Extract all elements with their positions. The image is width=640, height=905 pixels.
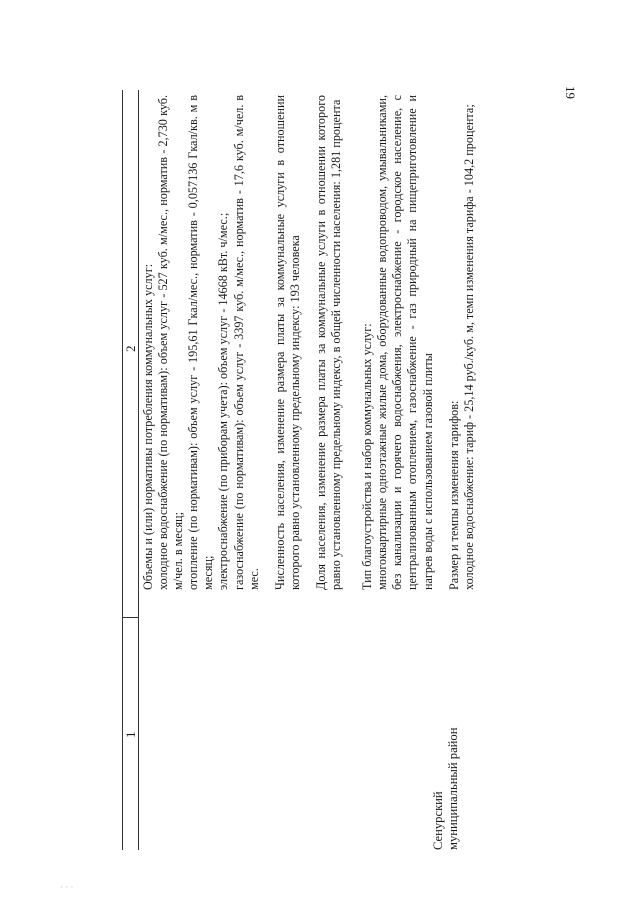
column-divider — [122, 617, 138, 618]
scan-specks: · · · — [60, 882, 74, 892]
rotated-table — [108, 70, 593, 850]
heating-volumes: отопление (по нормативам): объем услуг - 195,61 Гкал/мес., норматив - 0,057136 Гкал/кв. м в месяц; — [186, 95, 216, 590]
cold-water-volumes: холодное водоснабжение (по нормативам): объем услуг - 527 куб. м/мес., норматив - 2,730 куб. м/чел. в месяц; — [156, 95, 186, 590]
electricity-volumes: электроснабжение (по приборам учета): объем услуг - 14668 кВт. ч/мес.; — [216, 212, 231, 590]
column-header-1: 1 — [123, 731, 138, 738]
page-number: 19 — [563, 86, 578, 99]
content-cell — [141, 95, 477, 590]
amenities-description: многоквартирные одноэтажные жилые дома, оборудованные водопроводом, умывальниками, без канализации и горячего водоснабжения, электроснабжение - городское население, с централизованным отоплением, газоснабжение - газ природный на пищеприготовление и нагрев воды с использованием газовой плиты — [375, 95, 435, 590]
volumes-heading: Объемы и (или) нормативы потребления коммунальных услуг: — [141, 263, 155, 590]
population-share: Доля населения, изменение размера платы за коммунальные услуги в отношении которого равно установленному предельному индексу, в общей численности населения: 1,281 процента — [313, 95, 344, 590]
amenities-heading: Тип благоустройства и набор коммунальных услуг: — [360, 323, 375, 590]
gas-volumes: газоснабжение (по нормативам): объем услуг - 3397 куб. м/мес., норматив - 17,6 куб. м/чел. в мес. — [231, 95, 261, 590]
cold-water-tariff: холодное водоснабжение: тариф - 25,14 руб./куб. м, темп изменения тарифа - 104,2 процента; — [461, 104, 476, 590]
column-header-2: 2 — [123, 345, 138, 352]
population-count: Численность населения, изменение размера платы за коммунальные услуги в отношении которого равно установленному предельному индексу: 193 человека — [272, 95, 302, 590]
tariffs-heading: Размер и темпы изменения тарифов: — [446, 400, 461, 590]
region-name: Сенурский муниципальный район — [431, 727, 461, 850]
